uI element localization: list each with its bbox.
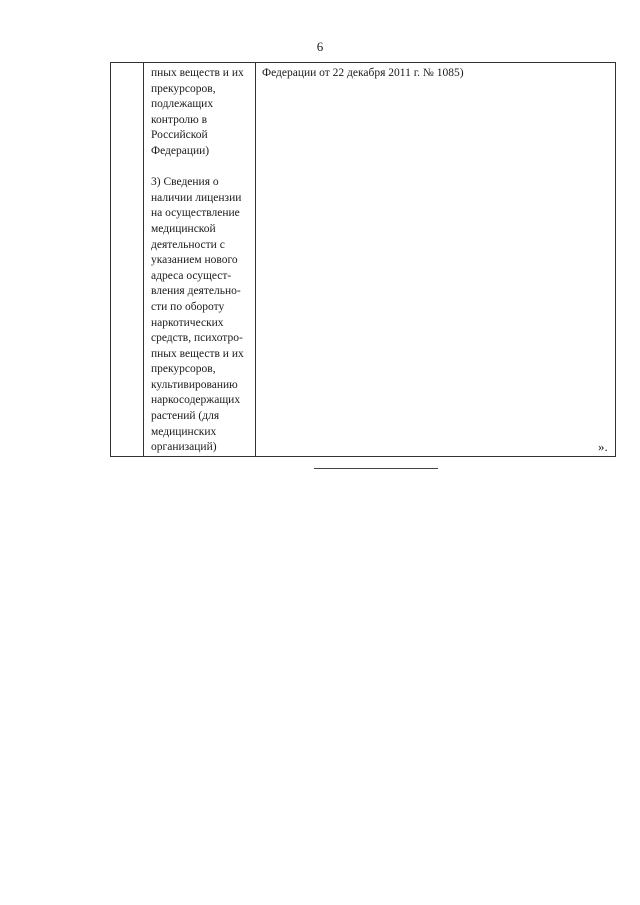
cell-line: сти по обороту bbox=[151, 300, 225, 313]
cell-line: медицинских bbox=[151, 425, 217, 438]
cell-line: на осуществление bbox=[151, 207, 240, 220]
table-cell-basis bbox=[256, 63, 616, 457]
cell-line: адреса осущест- bbox=[151, 269, 232, 282]
separator-line bbox=[314, 468, 438, 469]
cell-item-text bbox=[144, 63, 255, 456]
cell-line: растений (для bbox=[151, 410, 220, 423]
cell-line: прекурсоров, bbox=[151, 363, 216, 376]
page-number: 6 bbox=[316, 39, 324, 54]
cell-line: наркотических bbox=[151, 316, 224, 329]
cell-basis-text: Федерации от 22 декабря 2011 г. № 1085) bbox=[262, 67, 464, 79]
cell-line: пных веществ и их bbox=[151, 347, 244, 360]
closing-quote: ». bbox=[598, 439, 608, 454]
cell-line: культивированию bbox=[151, 378, 238, 391]
paragraph-gap bbox=[151, 160, 253, 176]
table-row bbox=[111, 63, 616, 457]
cell-line: Федерации) bbox=[151, 144, 210, 157]
cell-line: указанием нового bbox=[151, 254, 238, 267]
cell-line: 3) Сведения о bbox=[151, 176, 219, 189]
cell-line: деятельности с bbox=[151, 238, 225, 251]
cell-line: медицинской bbox=[151, 222, 216, 235]
cell-line: наличии лицензии bbox=[151, 191, 242, 204]
continuation-table bbox=[110, 62, 616, 457]
cell-line: организаций) bbox=[151, 441, 217, 454]
table-cell-number bbox=[111, 63, 144, 457]
cell-line: вления деятельно- bbox=[151, 285, 241, 298]
cell-line: средств, психотро- bbox=[151, 332, 243, 345]
cell-line: контролю в bbox=[151, 113, 208, 126]
table-cell-item bbox=[144, 63, 256, 457]
cell-line: пных веществ и их bbox=[151, 67, 244, 79]
cell-line: подлежащих bbox=[151, 98, 214, 111]
cell-line: наркосодержащих bbox=[151, 394, 241, 407]
cell-line: Российской bbox=[151, 129, 208, 142]
cell-line: прекурсоров, bbox=[151, 82, 216, 95]
